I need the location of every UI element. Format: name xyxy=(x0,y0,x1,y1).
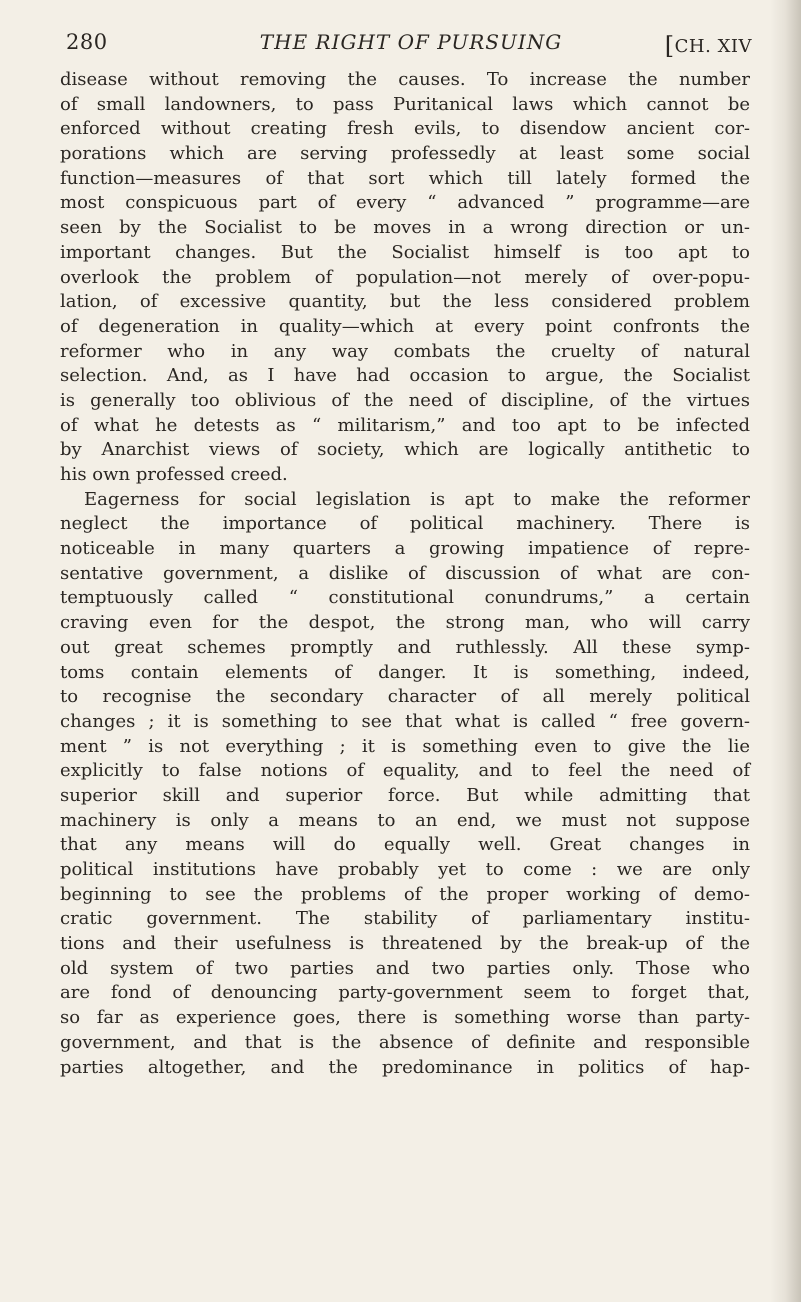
text-line: noticeable in many quarters a growing impatience of repre- xyxy=(60,538,750,560)
text-line: seen by the Socialist to be moves in a wrong direction or un- xyxy=(60,217,750,239)
running-header xyxy=(66,18,752,58)
text-line: enforced without creating fresh evils, to disendow ancient cor- xyxy=(60,118,750,140)
chapter-label: CH. XIV xyxy=(674,36,752,57)
text-line: craving even for the despot, the strong man, who will carry xyxy=(60,612,750,634)
text-line: old system of two parties and two parties only. Those who xyxy=(60,957,750,979)
text-line: explicitly to false notions of equality, and to feel the need of xyxy=(60,760,750,782)
text-line: are fond of denouncing party-government seem to forget that, xyxy=(60,982,750,1004)
text-line: neglect the importance of political machinery. There is xyxy=(60,513,750,535)
text-line: of degeneration in quality—which at every point confronts the xyxy=(60,315,750,337)
text-line: that any means will do equally well. Great changes in xyxy=(60,834,750,856)
paragraph-first-line: Eagerness for social legislation is apt to make the reformer xyxy=(84,488,750,510)
text-line: so far as experience goes, there is something worse than party- xyxy=(60,1007,750,1029)
text-line: sentative government, a dislike of discussion of what are con- xyxy=(60,562,750,584)
text-line: machinery is only a means to an end, we must not suppose xyxy=(60,809,750,831)
text-line: porations which are serving professedly at least some social xyxy=(60,143,750,165)
text-line: selection. And, as I have had occasion to argue, the Socialist xyxy=(60,365,750,387)
text-line: function—measures of that sort which till lately formed the xyxy=(60,167,750,189)
text-line: changes ; it is something to see that what is called “ free govern- xyxy=(60,710,750,732)
running-title: THE RIGHT OF PURSUING xyxy=(259,30,563,54)
text-line: of small landowners, to pass Puritanical laws which cannot be xyxy=(60,93,750,115)
page-number: 280 xyxy=(66,30,108,54)
body-text xyxy=(60,68,750,1080)
paragraph-end-line: his own professed creed. xyxy=(60,464,288,485)
text-line: beginning to see the problems of the proper working of demo- xyxy=(60,883,750,905)
text-line: toms contain elements of danger. It is something, indeed, xyxy=(60,661,750,683)
text-line: temptuously called “ constitutional conundrums,” a certain xyxy=(60,587,750,609)
text-line: is generally too oblivious of the need of discipline, of the virtues xyxy=(60,389,750,411)
text-line: political institutions have probably yet to come : we are only xyxy=(60,859,750,880)
text-line: reformer who in any way combats the cruelty of natural xyxy=(60,340,750,362)
text-line: important changes. But the Socialist himself is too apt to xyxy=(60,241,750,263)
text-line: out great schemes promptly and ruthlessly. All these symp- xyxy=(60,636,750,658)
chapter-reference: [CH. XIV xyxy=(664,32,752,60)
text-line: superior skill and superior force. But while admitting that xyxy=(60,784,750,806)
text-line: by Anarchist views of society, which are logically antithetic to xyxy=(60,439,750,461)
text-line: lation, of excessive quantity, but the less considered problem xyxy=(60,291,750,313)
text-line: cratic government. The stability of parliamentary institu- xyxy=(60,908,750,930)
text-line: most conspicuous part of every “ advanced ” programme—are xyxy=(60,192,750,214)
text-line: disease without removing the causes. To increase the number xyxy=(60,69,750,90)
text-line: of what he detests as “ militarism,” and too apt to be infected xyxy=(60,414,750,436)
text-line: to recognise the secondary character of all merely political xyxy=(60,686,750,708)
text-line: parties altogether, and the predominance in politics of hap- xyxy=(60,1056,750,1078)
text-line: tions and their usefulness is threatened by the break-up of the xyxy=(60,933,750,955)
text-line: ment ” is not everything ; it is something even to give the lie xyxy=(60,735,750,757)
text-line: overlook the problem of population—not merely of over-popu- xyxy=(60,266,750,288)
text-line: government, and that is the absence of definite and responsible xyxy=(60,1031,750,1053)
